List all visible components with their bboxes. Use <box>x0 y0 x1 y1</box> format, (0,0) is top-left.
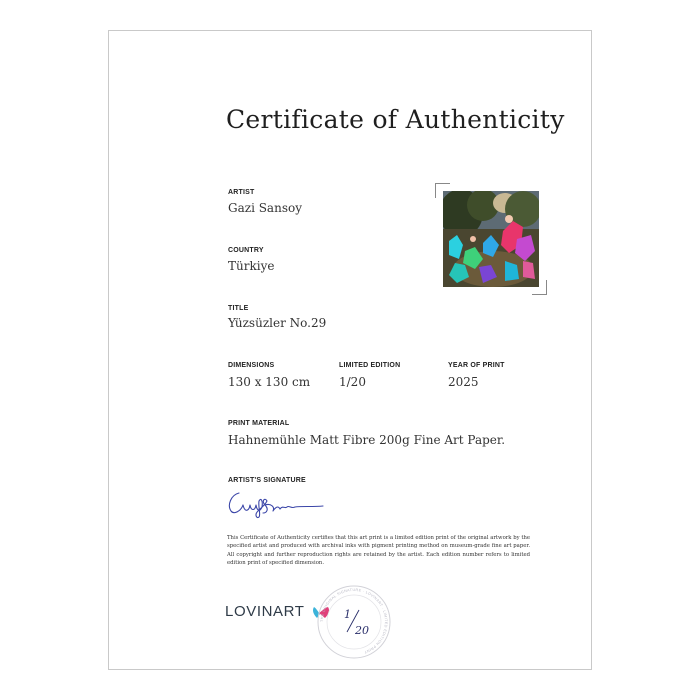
title-label: TITLE <box>228 305 249 312</box>
edition-value: 1/20 <box>339 375 366 389</box>
year-label: YEAR OF PRINT <box>448 362 505 369</box>
country-label: COUNTRY <box>228 247 264 254</box>
material-value: Hahnemühle Matt Fibre 200g Fine Art Paper. <box>228 433 506 447</box>
dimensions-label: DIMENSIONS <box>228 362 275 369</box>
artwork-thumbnail <box>443 191 539 287</box>
dimensions-value: 130 x 130 cm <box>228 375 311 389</box>
edition-label: LIMITED EDITION <box>339 362 401 369</box>
signature-label: ARTIST'S SIGNATURE <box>228 477 306 484</box>
year-value: 2025 <box>448 375 479 389</box>
artwork-thumbnail-frame <box>435 183 547 295</box>
seal-ring-text: THE ORIGINAL SIGNATURE · LOVINART · LIMITED EDITION PRINT <box>319 587 389 655</box>
svg-text:THE ORIGINAL SIGNATURE · LOVIN <box>320 588 388 654</box>
seal-edition-total: 20 <box>355 624 369 637</box>
certificate-sheet <box>108 30 592 670</box>
certificate-title: Certificate of Authenticity <box>226 105 565 134</box>
seal-edition-number: 1 <box>344 608 351 621</box>
country-value: Türkiye <box>228 259 275 273</box>
artist-label: ARTIST <box>228 189 255 196</box>
material-label: PRINT MATERIAL <box>228 420 290 427</box>
brand-logo: LOVINART <box>225 603 305 620</box>
artwork-title-value: Yüzsüzler No.29 <box>228 316 327 330</box>
legal-statement: This Certificate of Authenticity certifies that this art print is a limited edition print of the original artwork by the specified artist and produced with archival inks with pigment printing method on museum-grade fine art paper. All copyright and further reproduction rights are retained by the artist. Each edition number refers to limited edition print of specified dimension. <box>227 535 530 567</box>
edition-seal <box>316 584 392 660</box>
artist-signature <box>225 487 325 521</box>
artist-value: Gazi Sansoy <box>228 201 302 215</box>
